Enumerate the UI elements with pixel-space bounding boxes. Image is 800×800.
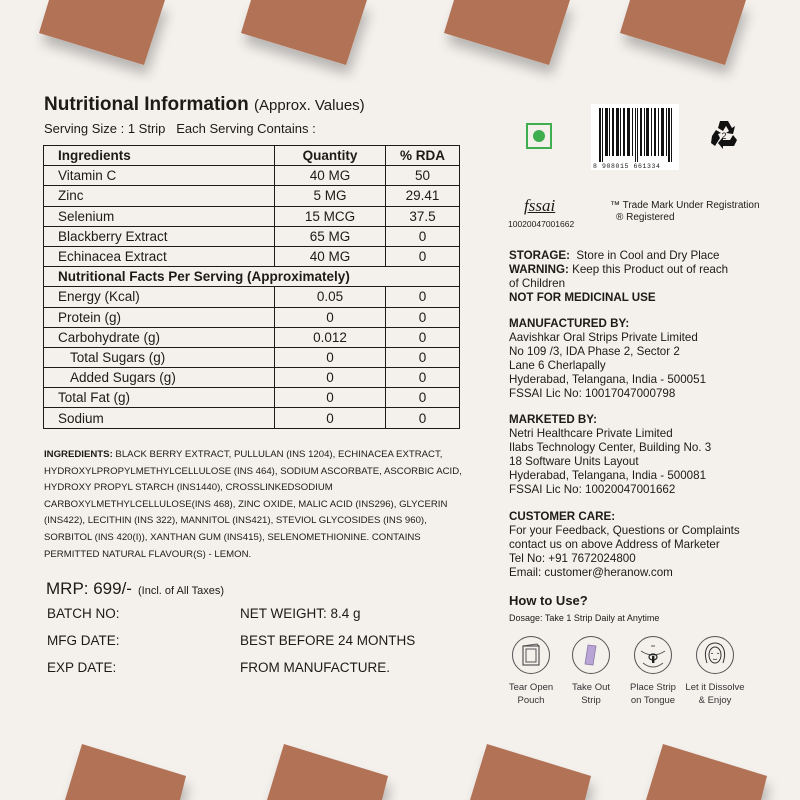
tm-line: ™ Trade Mark Under Registration — [610, 200, 760, 211]
cell-rda: 50 — [386, 166, 460, 186]
barcode-number: 8 908015 661334 — [593, 163, 661, 170]
strip-icon — [572, 636, 610, 674]
barcode — [591, 104, 679, 170]
cell-name: Total Sugars (g) — [44, 347, 275, 367]
cell-rda: 0 — [386, 368, 460, 388]
cell-name: Carbohydrate (g) — [44, 327, 275, 347]
storage-text: Store in Cool and Dry Place — [569, 249, 720, 262]
table-row — [44, 287, 460, 307]
mrp-note: (Incl. of All Taxes) — [137, 585, 224, 597]
cell-qty: 15 MCG — [275, 206, 386, 226]
step-dissolve-enjoy — [684, 636, 746, 707]
cell-name: Energy (Kcal) — [44, 287, 275, 307]
cell-qty: 0.05 — [275, 287, 386, 307]
svg-text:2: 2 — [721, 131, 727, 141]
storage-label: STORAGE: — [509, 249, 570, 262]
nutrition-table — [43, 145, 460, 429]
customer-care-line: contact us on above Address of Marketer — [509, 538, 720, 551]
cell-qty: 0 — [275, 347, 386, 367]
mrp — [46, 579, 224, 599]
tongue-icon — [634, 636, 672, 674]
cell-qty: 0 — [275, 408, 386, 428]
cell-rda: 0 — [386, 307, 460, 327]
serving-info: Serving Size : 1 Strip Each Serving Contains : — [44, 121, 316, 136]
cell-rda: 0 — [386, 388, 460, 408]
table-header-row — [44, 146, 460, 166]
recycle-icon — [708, 118, 740, 150]
cell-rda: 37.5 — [386, 206, 460, 226]
tile-bottom-3 — [470, 744, 591, 800]
manufacturer-line: No 109 /3, IDA Phase 2, Sector 2 — [509, 345, 680, 358]
ingredients-list — [44, 447, 464, 563]
table-row — [44, 347, 460, 367]
customer-care-line: For your Feedback, Questions or Complaints — [509, 524, 740, 537]
step-label: Pouch — [517, 695, 545, 706]
header-rda: % RDA — [386, 146, 460, 166]
tile-bottom-4 — [646, 744, 767, 800]
cell-qty: 0 — [275, 307, 386, 327]
cell-name: Sodium — [44, 408, 275, 428]
exp-label: EXP DATE: — [47, 660, 117, 675]
step-label: Take Out — [571, 682, 611, 693]
cell-qty: 0 — [275, 368, 386, 388]
mrp-value: MRP: 699/- — [46, 579, 132, 598]
ingredients-text: BLACK BERRY EXTRACT, PULLULAN (INS 1204), ECHINACEA EXTRACT, HYDROXYLPROPYLMETHYLCELLULOSE (INS 464), SODIUM ASCORBATE, ASCORBIC ACID, HYDROXY PROPYL STARCH (INS1440), CROSSLINKEDSODIUM CARBOXYLMETHYLCELLULOSE(INS 468), ZINC OXIDE, MALIC ACID (INS296), GLYCERIN (INS422), LECITHIN (INS 322), MANNITOL (INS421), STEVIOL GLYCOSIDES (INS 960), SORBITOL (INS 420(I)), XANTHAN GUM (INS415), SELENOMETHIONINE. CONTAINS PERMITTED NATURAL FLAVOUR(S) - LEMON. — [44, 449, 462, 560]
veg-mark-icon — [526, 123, 552, 149]
table-row — [44, 408, 460, 428]
best-before: BEST BEFORE 24 MONTHS — [240, 633, 416, 648]
table-row — [44, 246, 460, 266]
marketer-line: Netri Healthcare Private Limited — [509, 427, 673, 440]
cell-name: Total Fat (g) — [44, 388, 275, 408]
not-medicinal: NOT FOR MEDICINAL USE — [509, 291, 656, 304]
tile-top-2 — [241, 0, 367, 65]
tile-top-3 — [444, 0, 570, 65]
header-ingredients: Ingredients — [44, 146, 275, 166]
marketer-line: 18 Software Units Layout — [509, 455, 639, 468]
title-subtitle: (Approx. Values) — [254, 97, 365, 114]
tile-bottom-2 — [267, 744, 388, 800]
cell-qty: 65 MG — [275, 226, 386, 246]
manufacturer-line: FSSAI Lic No: 10017047000798 — [509, 387, 676, 400]
trademark-note — [610, 200, 760, 224]
manufacturer-line: Aavishkar Oral Strips Private Limited — [509, 331, 698, 344]
how-to-use-title: How to Use? — [509, 593, 588, 608]
step-take-strip — [560, 636, 622, 707]
title-text: Nutritional Information — [44, 94, 249, 115]
cell-qty: 40 MG — [275, 246, 386, 266]
warning-label: WARNING: — [509, 263, 569, 276]
cell-name: Zinc — [44, 186, 275, 206]
manufacturer-block — [509, 317, 706, 401]
table-row — [44, 186, 460, 206]
manufacturer-label: MANUFACTURED BY: — [509, 317, 630, 330]
cell-rda: 0 — [386, 226, 460, 246]
marketer-label: MARKETED BY: — [509, 413, 598, 426]
cell-rda: 0 — [386, 287, 460, 307]
page-title — [44, 94, 365, 116]
cell-qty: 5 MG — [275, 186, 386, 206]
table-row — [44, 206, 460, 226]
table-row — [44, 368, 460, 388]
warning-text-2: of Children — [509, 277, 566, 290]
warning-text: Keep this Product out of reach — [568, 263, 729, 276]
customer-care-email: Email: customer@heranow.com — [509, 566, 673, 579]
step-place-tongue — [622, 636, 684, 707]
cell-qty: 0.012 — [275, 327, 386, 347]
mfg-label: MFG DATE: — [47, 633, 120, 648]
section-title: Nutritional Facts Per Serving (Approximately) — [44, 267, 460, 287]
pouch-icon — [512, 636, 550, 674]
step-label: & Enjoy — [698, 695, 732, 706]
fssai-number: 10020047001662 — [508, 219, 575, 229]
cell-name: Blackberry Extract — [44, 226, 275, 246]
tile-bottom-1 — [65, 744, 186, 800]
cell-name: Protein (g) — [44, 307, 275, 327]
cell-name: Echinacea Extract — [44, 246, 275, 266]
table-section-row — [44, 267, 460, 287]
step-label: Tear Open — [508, 682, 554, 693]
step-label: Let it Dissolve — [685, 682, 745, 693]
manufacturer-line: Hyderabad, Telangana, India - 500051 — [509, 373, 707, 386]
step-tear-pouch — [500, 636, 562, 707]
marketer-line: Ilabs Technology Center, Building No. 3 — [509, 441, 712, 454]
table-row — [44, 226, 460, 246]
cell-qty: 40 MG — [275, 166, 386, 186]
cell-name: Added Sugars (g) — [44, 368, 275, 388]
marketer-line: FSSAI Lic No: 10020047001662 — [509, 483, 676, 496]
header-quantity: Quantity — [275, 146, 386, 166]
marketer-block — [509, 413, 711, 497]
customer-care-phone: Tel No: +91 7672024800 — [509, 552, 636, 565]
from-manufacture: FROM MANUFACTURE. — [240, 660, 390, 675]
table-row — [44, 388, 460, 408]
table-row — [44, 166, 460, 186]
table-row — [44, 327, 460, 347]
step-label: on Tongue — [630, 695, 676, 706]
cell-rda: 0 — [386, 327, 460, 347]
net-weight: NET WEIGHT: 8.4 g — [240, 606, 361, 621]
cell-rda: 0 — [386, 408, 460, 428]
step-label: Place Strip — [630, 682, 676, 693]
tile-top-1 — [39, 0, 165, 65]
fssai-logo: fssai — [524, 196, 556, 215]
registered-line: ® Registered — [616, 212, 675, 223]
storage-block — [509, 249, 728, 305]
marketer-line: Hyderabad, Telangana, India - 500081 — [509, 469, 707, 482]
tile-top-4 — [620, 0, 746, 65]
barcode-bars-icon — [591, 104, 679, 162]
face-icon — [696, 636, 734, 674]
table-row — [44, 307, 460, 327]
cell-name: Selenium — [44, 206, 275, 226]
cell-name: Vitamin C — [44, 166, 275, 186]
step-label: Strip — [581, 695, 601, 706]
cell-rda: 0 — [386, 246, 460, 266]
batch-label: BATCH NO: — [47, 606, 120, 621]
cell-rda: 29.41 — [386, 186, 460, 206]
manufacturer-line: Lane 6 Cherlapally — [509, 359, 606, 372]
customer-care-label: CUSTOMER CARE: — [509, 510, 616, 523]
cell-qty: 0 — [275, 388, 386, 408]
dosage-text: Dosage: Take 1 Strip Daily at Anytime — [509, 613, 660, 623]
ingredients-label: INGREDIENTS: — [44, 449, 113, 460]
cell-rda: 0 — [386, 347, 460, 367]
customer-care-block — [509, 510, 740, 580]
